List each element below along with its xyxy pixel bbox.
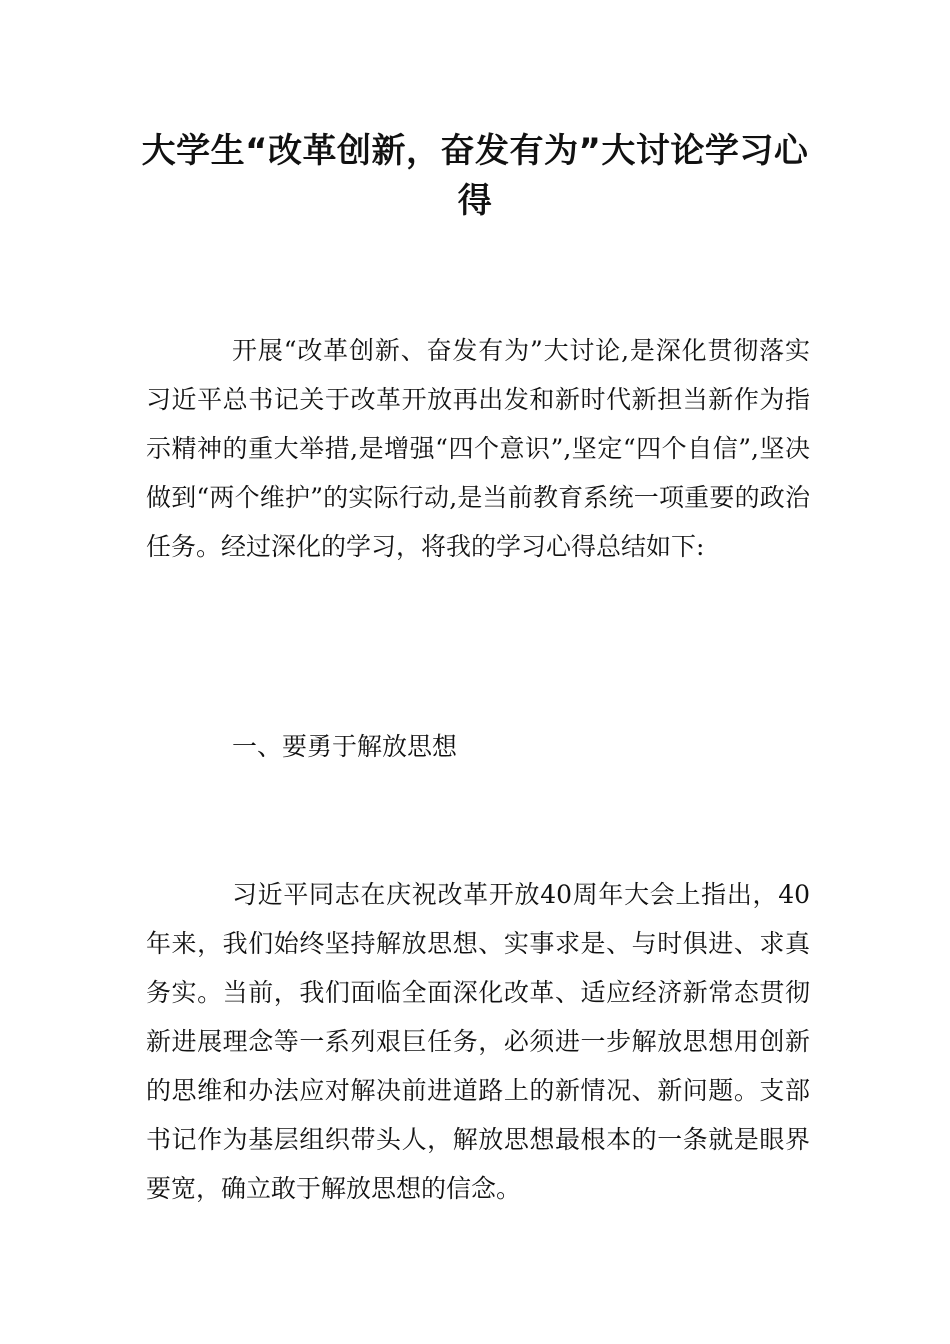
- section-heading: 一、要勇于解放思想: [232, 732, 458, 761]
- document-title: 大学生“改革创新，奋发有为”大讨论学习心得: [141, 131, 809, 221]
- intro-paragraph: 开展“改革创新、奋发有为”大讨论,是深化贯彻落实习近平总书记关于改革开放再出发和新时代新担当新作为指示精神的重大举措,是增强“四个意识”,坚定“四个自信”,坚决做到“两个维护”的实际行动,是当前教育系统一项重要的政治任务。经过深化的学习，将我的学习心得总结如下:: [146, 336, 810, 561]
- section-paragraph: 习近平同志在庆祝改革开放40周年大会上指出，40年来，我们始终坚持解放思想、实事求是、与时俱进、求真务实。当前，我们面临全面深化改革、适应经济新常态贯彻新进展理念等一系列艰巨任务，必须进一步解放思想用创新的思维和办法应对解决前进道路上的新情况、新问题。支部书记作为基层组织带头人，解放思想最根本的一条就是眼界要宽，确立敢于解放思想的信念。: [146, 880, 810, 1203]
